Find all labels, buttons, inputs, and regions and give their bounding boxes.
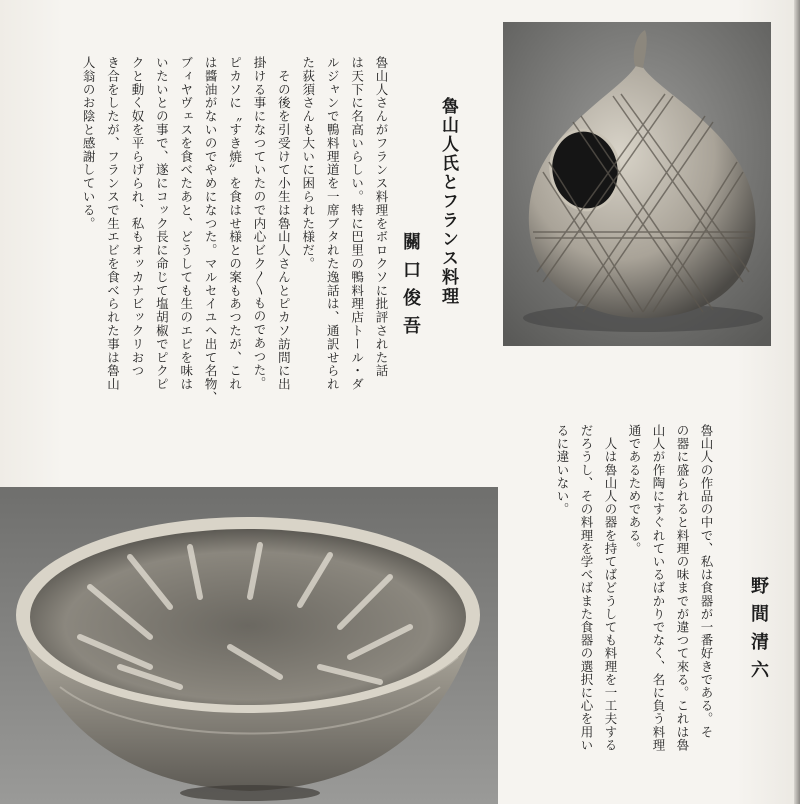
- essay-title: 魯山人氏とフランス料理: [438, 97, 458, 306]
- essay-body: [76, 56, 393, 476]
- body-line: 通であるためである。: [627, 424, 642, 555]
- essay-author: 關口俊吾: [400, 232, 421, 344]
- body-line: るに違いない。: [555, 424, 570, 516]
- body-line: き合をしたが、フランスで生エビを食べられた事は魯山: [105, 56, 121, 391]
- body-line: の器に盛られると料理の味までが違つて來る。これは魯: [675, 424, 690, 752]
- body-line: は天下に名高いらしい。特に巴里の鴨料理店トール・ダ: [349, 56, 365, 391]
- vessel-photo: [503, 22, 771, 346]
- bowl-photo: [0, 487, 498, 804]
- body-line: ブィヤヴェスを食べたあと、どうしても生のエビを味は: [178, 56, 194, 391]
- body-line: 山人が作陶にすぐれているばかりでなく、名に負う料理: [651, 424, 666, 752]
- body-line: クと動く奴を平らげられ、私もオッカナビックリおつ: [129, 56, 145, 378]
- body-line: は醬油がないのでやめになつた。マルセイユへ出て名物、: [203, 56, 219, 405]
- body-line: 魯山人さんがフランス料理をボロクソに批評された話: [374, 56, 389, 378]
- body-line: 掛ける事になつていたので内心ビク〳〵ものであつた。: [251, 56, 267, 391]
- essay2-author: 野間清六: [748, 576, 769, 688]
- body-line: いたいとの事で、遂にコック長に命じて塩胡椒でピクピ: [154, 56, 170, 391]
- essay2-body: [550, 424, 718, 752]
- body-line: 魯山人の作品の中で、私は食器が一番好きである。そ: [699, 424, 714, 739]
- body-line: ピカソに〝すき焼〟を食はせ様との案もあつたが、これ: [227, 56, 243, 391]
- body-line: た荻須さんも大いに困られた様だ。: [300, 56, 316, 271]
- body-line: 人翁のお陰と感謝している。: [81, 56, 97, 231]
- body-line: その後を引受けて小生は魯山人さんとピカソ訪問に出: [276, 56, 292, 391]
- body-line: 人は魯山人の器を持てばどうしても料理を一工夫する: [603, 424, 618, 752]
- page-edge: [794, 0, 800, 804]
- body-line: だろうし、その料理を学べばまた食器の選択に心を用い: [579, 424, 594, 752]
- body-line: ルジャンで鴨料理道を一席ブタれた逸話は、通訳せられ: [325, 56, 341, 391]
